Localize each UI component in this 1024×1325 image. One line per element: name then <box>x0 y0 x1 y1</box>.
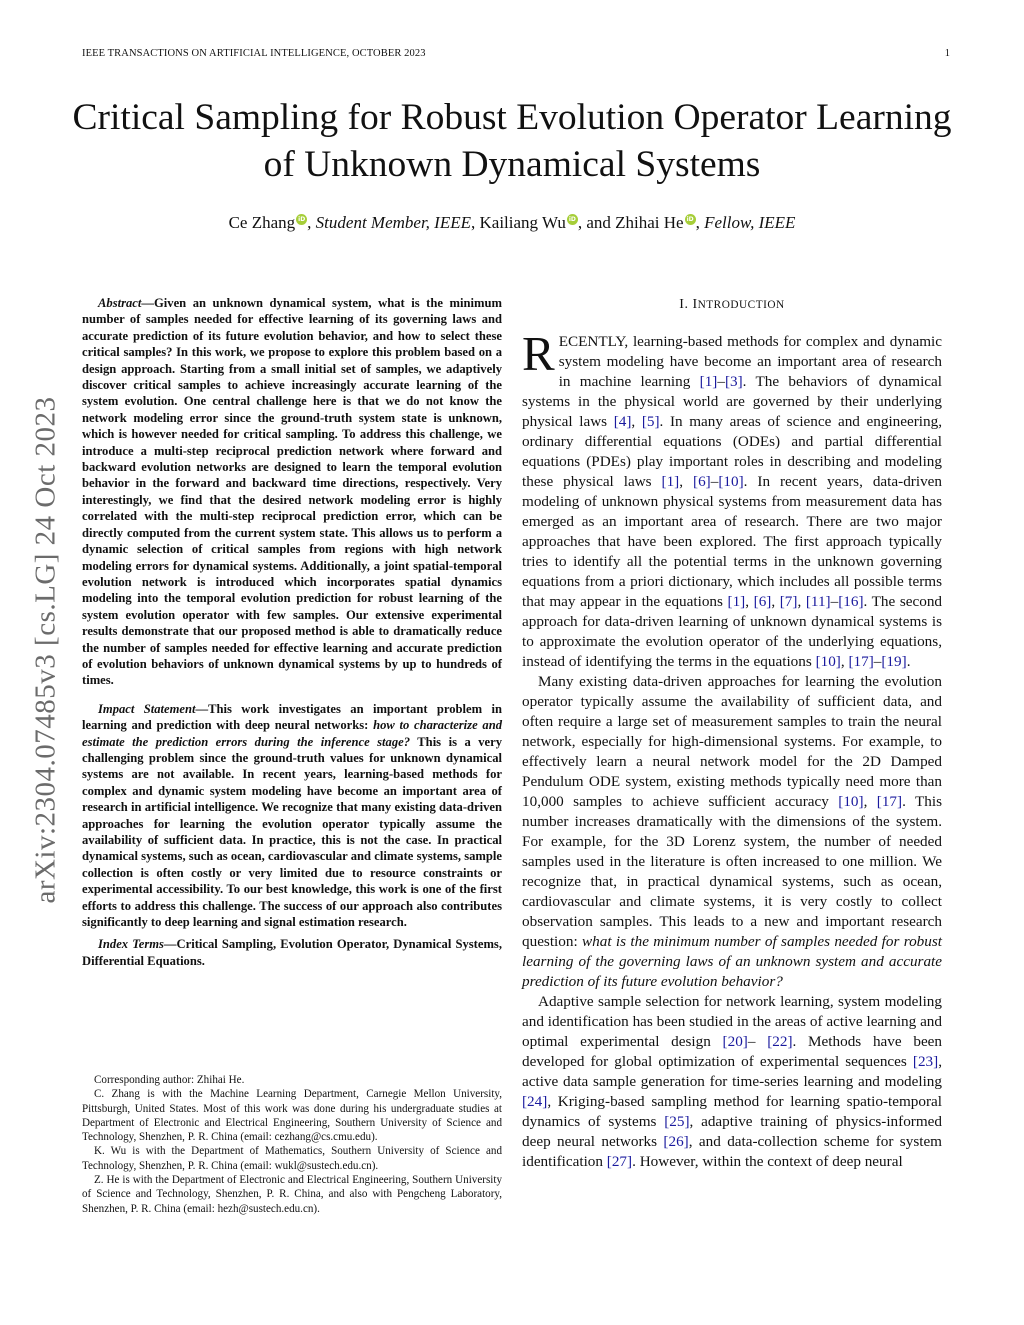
author-name: Ce Zhang <box>228 213 296 232</box>
citation-link[interactable]: [20] <box>722 1033 748 1050</box>
body-text: . In many areas of science and engineering, ordinary differential equations (ODEs) and partial differential equations (PDEs) play important roles in describing and modeling these physical laws <box>522 413 943 490</box>
footnote-corresponding: Corresponding author: Zhihai He. <box>94 1074 245 1086</box>
citation-link[interactable]: [23] <box>912 1053 939 1070</box>
orcid-icon[interactable]: iD <box>686 216 694 224</box>
body-text: Adaptive sample selection for network learning, system modeling and identification has been studied in the areas of active learning and optimal experimental design <box>522 993 942 1050</box>
abstract-label: Abstract <box>98 296 142 310</box>
footnote-affiliation: Z. He is with the Department of Electronic and Electrical Engineering, Southern University of Science and Technology, Shenzhen, P. R. China, and also with Pengcheng Laboratory, Shenzhen, P. R. China (email: hezh@sustech.edu.cn). <box>82 1174 502 1215</box>
intro-paragraph <box>522 672 942 992</box>
citation-link[interactable]: [16] <box>838 593 864 610</box>
intro-paragraph <box>522 326 943 672</box>
abstract-text: —Given an unknown dynamical system, what is the minimum number of samples needed for effective learning of its governing laws and accurate prediction of its future evolution behavior, and how to select these critical samples? In this work, we propose to explore this problem based on a design approach. Starting from a small initial set of samples, we adaptively discover critical samples to achieve increasingly accurate learning of the system evolution. One central challenge here is that we do not know the network modeling error since the ground-truth system state is unknown, which is however needed for critical sampling. To address this challenge, we introduce a multi-step reciprocal prediction network where forward and backward evolution networks are designed to learn the temporal evolution behavior in the forward and backward time directions, respectively. Very interestingly, we find that the desired network modeling error is highly correlated with the multi-step reciprocal prediction error, which can be directly computed from the current system state. This allows us to perform a dynamic selection of critical samples from regions with high network modeling errors for dynamical systems. Additionally, a joint spatial-temporal evolution network is introduced which incorporates spatial dynamics modeling into the temporal evolution prediction for robust learning of the system evolution operator with few samples. Our extensive experimental results demonstrate that our proposed method is able to dramatically reduce the number of samples needed for effective learning and accurate prediction of evolution behaviors of unknown dynamical systems by up to hundreds of times. <box>82 296 502 688</box>
orcid-icon[interactable]: iD <box>298 216 306 224</box>
citation-link[interactable]: [1] <box>699 373 718 390</box>
impact-paragraph <box>82 701 502 931</box>
author-line: Ce Zhang iD , Student Member, IEEE, Kailiang Wu iD , and Zhihai He iD , Fellow, IEEE <box>228 213 796 232</box>
citation-link[interactable]: [17] <box>848 653 874 670</box>
intro-paragraph <box>522 992 942 1172</box>
citation-link[interactable]: [10] <box>838 793 864 810</box>
index-terms-text: —Critical Sampling, Evolution Operator, Dynamical Systems, Differential Equations. <box>82 937 502 968</box>
research-question: what is the minimum number of samples needed for robust learning of the governing laws of an unknown system and accurate prediction of its future evolution behavior? <box>522 933 942 990</box>
citation-link[interactable]: [22] <box>767 1033 793 1050</box>
body-text: . This number increases dramatically with the dimensions of the system. For example, for the 3D Lorenz system, the number of needed samples used in the literature is often increased to one million. We recognize that, in practical dynamical systems, such as ocean, cardiovascular and climate systems, it is very costly to collect observation samples. This leads to a new and important research question: <box>522 793 942 950</box>
body-text: . However, within the context of deep neural <box>632 1153 903 1170</box>
right-column <box>522 295 942 1172</box>
running-head: IEEE TRANSACTIONS ON ARTIFICIAL INTELLIGENCE, OCTOBER 2023 <box>82 48 426 59</box>
section-number: I. I <box>679 297 698 312</box>
body-text: , <box>679 473 694 490</box>
body-text: ECENTLY, learning-based methods for complex and dynamic system modeling have become an important area of research in machine learning <box>558 333 942 390</box>
drop-cap: R <box>522 326 555 381</box>
left-column <box>82 295 502 969</box>
citation-link[interactable]: [24] <box>522 1093 548 1110</box>
arxiv-sidebar <box>16 360 76 940</box>
citation-link[interactable]: [6] <box>693 473 711 490</box>
paper-title: Critical Sampling for Robust Evolution Operator Learning of Unknown Dynamical Systems <box>72 97 952 185</box>
footnotes <box>82 1073 502 1216</box>
citation-link[interactable]: [11] <box>805 593 831 610</box>
abstract-paragraph <box>82 295 502 689</box>
citation-link[interactable]: [5] <box>641 413 660 430</box>
author-role: Fellow, IEEE <box>704 213 796 232</box>
citation-link[interactable]: [6] <box>753 593 772 610</box>
impact-label: Impact Statement <box>98 701 196 716</box>
citation-link[interactable]: [7] <box>779 593 798 610</box>
body-text: – <box>717 373 725 390</box>
body-text: , <box>771 593 780 610</box>
author-conjunction: and <box>586 213 616 232</box>
body-text: . In recent years, data-driven modeling of unknown physical systems from measurement data has emerged as an important area of research. There are two major approaches that have been explored. The first approach typically tries to identify all the potential terms in the unknown governing equations from a priori dictionary, which includes all possible terms that may appear in the equations <box>522 473 942 610</box>
impact-text: —This work investigates an important problem in learning and prediction with deep neural networks: <box>82 701 502 733</box>
author-role: Student Member, IEEE <box>315 213 471 232</box>
citation-link[interactable]: [19] <box>881 653 907 670</box>
body-text: . Methods have been developed for global optimization of experimental sequences <box>522 1033 943 1070</box>
index-terms-paragraph <box>82 936 502 969</box>
body-text: . The second approach for data-driven learning of unknown dynamical systems is to approximate the evolution operator of the underlying equations, instead of identifying the terms in the equations <box>522 593 943 670</box>
body-text: , <box>631 413 642 430</box>
impact-question: how to characterize and estimate the prediction errors during the inference stage? <box>82 718 502 749</box>
body-text: , <box>863 793 877 810</box>
citation-link[interactable]: [1] <box>661 473 680 490</box>
citation-link[interactable]: [26] <box>663 1133 689 1150</box>
arxiv-identifier: arXiv:2304.07485v3 [cs.LG] 24 Oct 2023 <box>29 396 62 904</box>
section-heading <box>522 295 942 315</box>
body-text: , adaptive training of physics-informed deep neural networks <box>522 1113 942 1150</box>
body-text: , <box>745 593 754 610</box>
citation-link[interactable]: [1] <box>727 593 746 610</box>
index-terms-label: Index Terms <box>98 937 164 952</box>
citation-link[interactable]: [10] <box>718 473 744 490</box>
body-text: Many existing data-driven approaches for learning the evolution operator typically assume the availability of sufficient data, and often require a large set of measurement samples to train the neural network, especially for high-dimensional systems. For example, to effectively learn a neural network model for the 2D Damped Pendulum ODE system, existing methods typically need more than 10,000 samples to achieve sufficient accuracy <box>522 673 942 810</box>
body-text: , <box>797 593 806 610</box>
footnote-affiliation: C. Zhang is with the Machine Learning Department, Carnegie Mellon University, Pittsburgh, United States. Most of this work was done during his undergraduate studies at Department of Electronic and Electrical Engineering, Southern University of Science and Technology, Shenzhen, P. R. China (email: cezhang@cs.cmu.edu). <box>82 1088 502 1144</box>
body-text: – <box>873 653 882 670</box>
citation-link[interactable]: [25] <box>664 1113 690 1130</box>
body-text: – <box>830 593 839 610</box>
body-text: , Kriging-based sampling method for learning spatio-temporal dynamics of systems <box>522 1093 942 1130</box>
body-text: , active data sample generation for time-series learning and modeling <box>522 1053 942 1090</box>
author-name: Kailiang Wu <box>479 213 566 232</box>
section-title: NTRODUCTION <box>697 299 785 311</box>
citation-link[interactable]: [4] <box>613 413 632 430</box>
citation-link[interactable]: [10] <box>815 653 841 670</box>
orcid-icon[interactable]: iD <box>568 216 576 224</box>
body-text: . <box>906 653 911 670</box>
footnote-affiliation: K. Wu is with the Department of Mathematics, Southern University of Science and Technology, Shenzhen, P. R. China (email: wukl@sustech.edu.cn). <box>82 1145 502 1172</box>
body-text: , <box>840 653 849 670</box>
citation-link[interactable]: [27] <box>606 1153 633 1170</box>
body-text: – <box>747 1033 768 1050</box>
citation-link[interactable]: [3] <box>724 373 743 390</box>
body-text: , and data-collection scheme for system identification <box>522 1133 942 1170</box>
body-text: – <box>710 473 719 490</box>
page-number: 1 <box>944 48 950 59</box>
impact-text: This is a very challenging problem since the ground-truth values for unknown dynamical systems are not available. In recent years, learning-based methods for complex and dynamic system modeling have become an important area of research in artificial intelligence. We recognize that many existing data-driven approaches for learning the evolution operator typically assume the availability of sufficient data. In practice, this is not the case. In practical dynamical systems, such as ocean, cardiovascular and climate systems, sample collection is often costly or very limited due to resource constraints or experimental accessibility. To our best knowledge, this work is one of the first efforts to address this challenge. The success of our approach also contributes significantly to deep learning and signal estimation research. <box>82 734 503 930</box>
citation-link[interactable]: [17] <box>876 793 903 810</box>
author-name: Zhihai He <box>615 213 684 232</box>
body-text: . The behaviors of dynamical systems in the physical world are governed by their underlying physical laws <box>522 373 942 430</box>
